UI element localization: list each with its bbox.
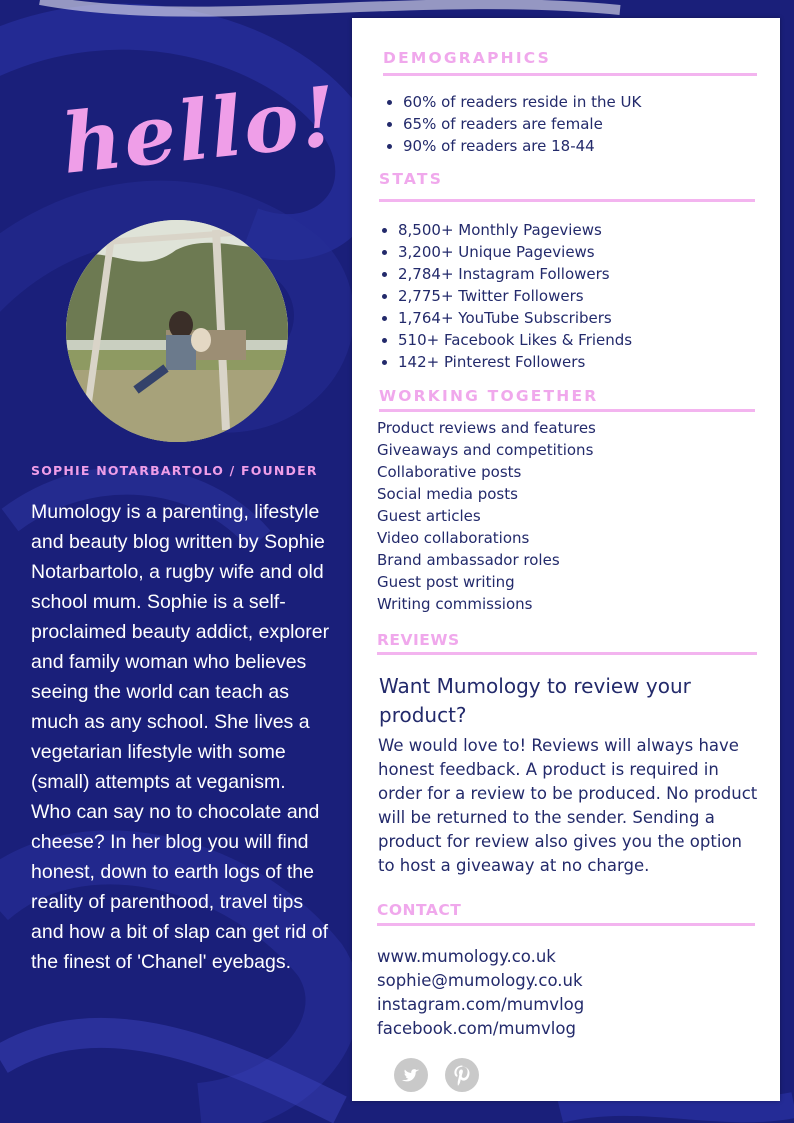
founder-name: SOPHIE NOTARBARTOLO / FOUNDER [31,463,318,478]
list-item: Collaborative posts [377,463,522,481]
contact-instagram[interactable]: instagram.com/mumvlog [377,995,585,1014]
list-item: • 60% of readers reside in the UK [403,91,641,113]
working-together-list [377,417,596,615]
reviews-title: REVIEWS [377,631,460,649]
pinterest-icon[interactable] [445,1058,479,1092]
list-item: • 2,775+ Twitter Followers [398,285,632,307]
list-item: • 1,764+ YouTube Subscribers [398,307,632,329]
working-together-title: WORKING TOGETHER [379,387,599,405]
demographics-list [383,91,641,157]
list-item: Guest articles [377,507,481,525]
list-item: Social media posts [377,485,518,503]
list-item: Product reviews and features [377,419,596,437]
contact-website[interactable]: www.mumology.co.uk [377,947,556,966]
list-item: • 90% of readers are 18-44 [403,135,641,157]
contact-list [377,945,584,1041]
contact-title: CONTACT [377,901,462,919]
list-item: Video collaborations [377,529,530,547]
hello-greeting: hello! [57,68,343,193]
working-together-divider [379,409,755,412]
stats-title: STATS [379,170,444,188]
bio-text: Mumology is a parenting, lifestyle and beauty blog written by Sophie Notarbartolo, a rugby wife and old school mum. Sophie is a self-proclaimed beauty addict, explorer and family woman who believes seeing the world can teach as much as any school. She lives a vegetarian lifestyle with some (small) attempts at veganism. Who can say no to chocolate and cheese? In her blog you will find honest, down to earth logs of the reality of parenthood, travel tips and how a bit of slap can get rid of the finest of 'Chanel' eyebags. [31,501,330,973]
list-item: Giveaways and competitions [377,441,594,459]
demographics-divider [383,73,757,76]
founder-photo [66,220,288,442]
review-question: Want Mumology to review your product? [379,674,691,727]
list-item: • 65% of readers are female [403,113,641,135]
twitter-icon[interactable] [394,1058,428,1092]
contact-facebook[interactable]: facebook.com/mumvlog [377,1019,576,1038]
review-body: We would love to! Reviews will always have honest feedback. A product is required in order for a review to be produced. No product will be returned to the sender. Sending a product for review also gives you the option to host a giveaway at no charge. [378,736,758,875]
demographics-title: DEMOGRAPHICS [383,49,552,67]
list-item: Writing commissions [377,595,533,613]
stats-list [378,219,632,373]
reviews-divider [377,652,757,655]
contact-divider [377,923,755,926]
list-item: • 2,784+ Instagram Followers [398,263,632,285]
list-item: • 510+ Facebook Likes & Friends [398,329,632,351]
stats-divider [379,199,755,202]
list-item: • 142+ Pinterest Followers [398,351,632,373]
list-item: • 3,200+ Unique Pageviews [398,241,632,263]
list-item: Brand ambassador roles [377,551,560,569]
list-item: Guest post writing [377,573,515,591]
contact-email[interactable]: sophie@mumology.co.uk [377,971,583,990]
list-item: • 8,500+ Monthly Pageviews [398,219,632,241]
